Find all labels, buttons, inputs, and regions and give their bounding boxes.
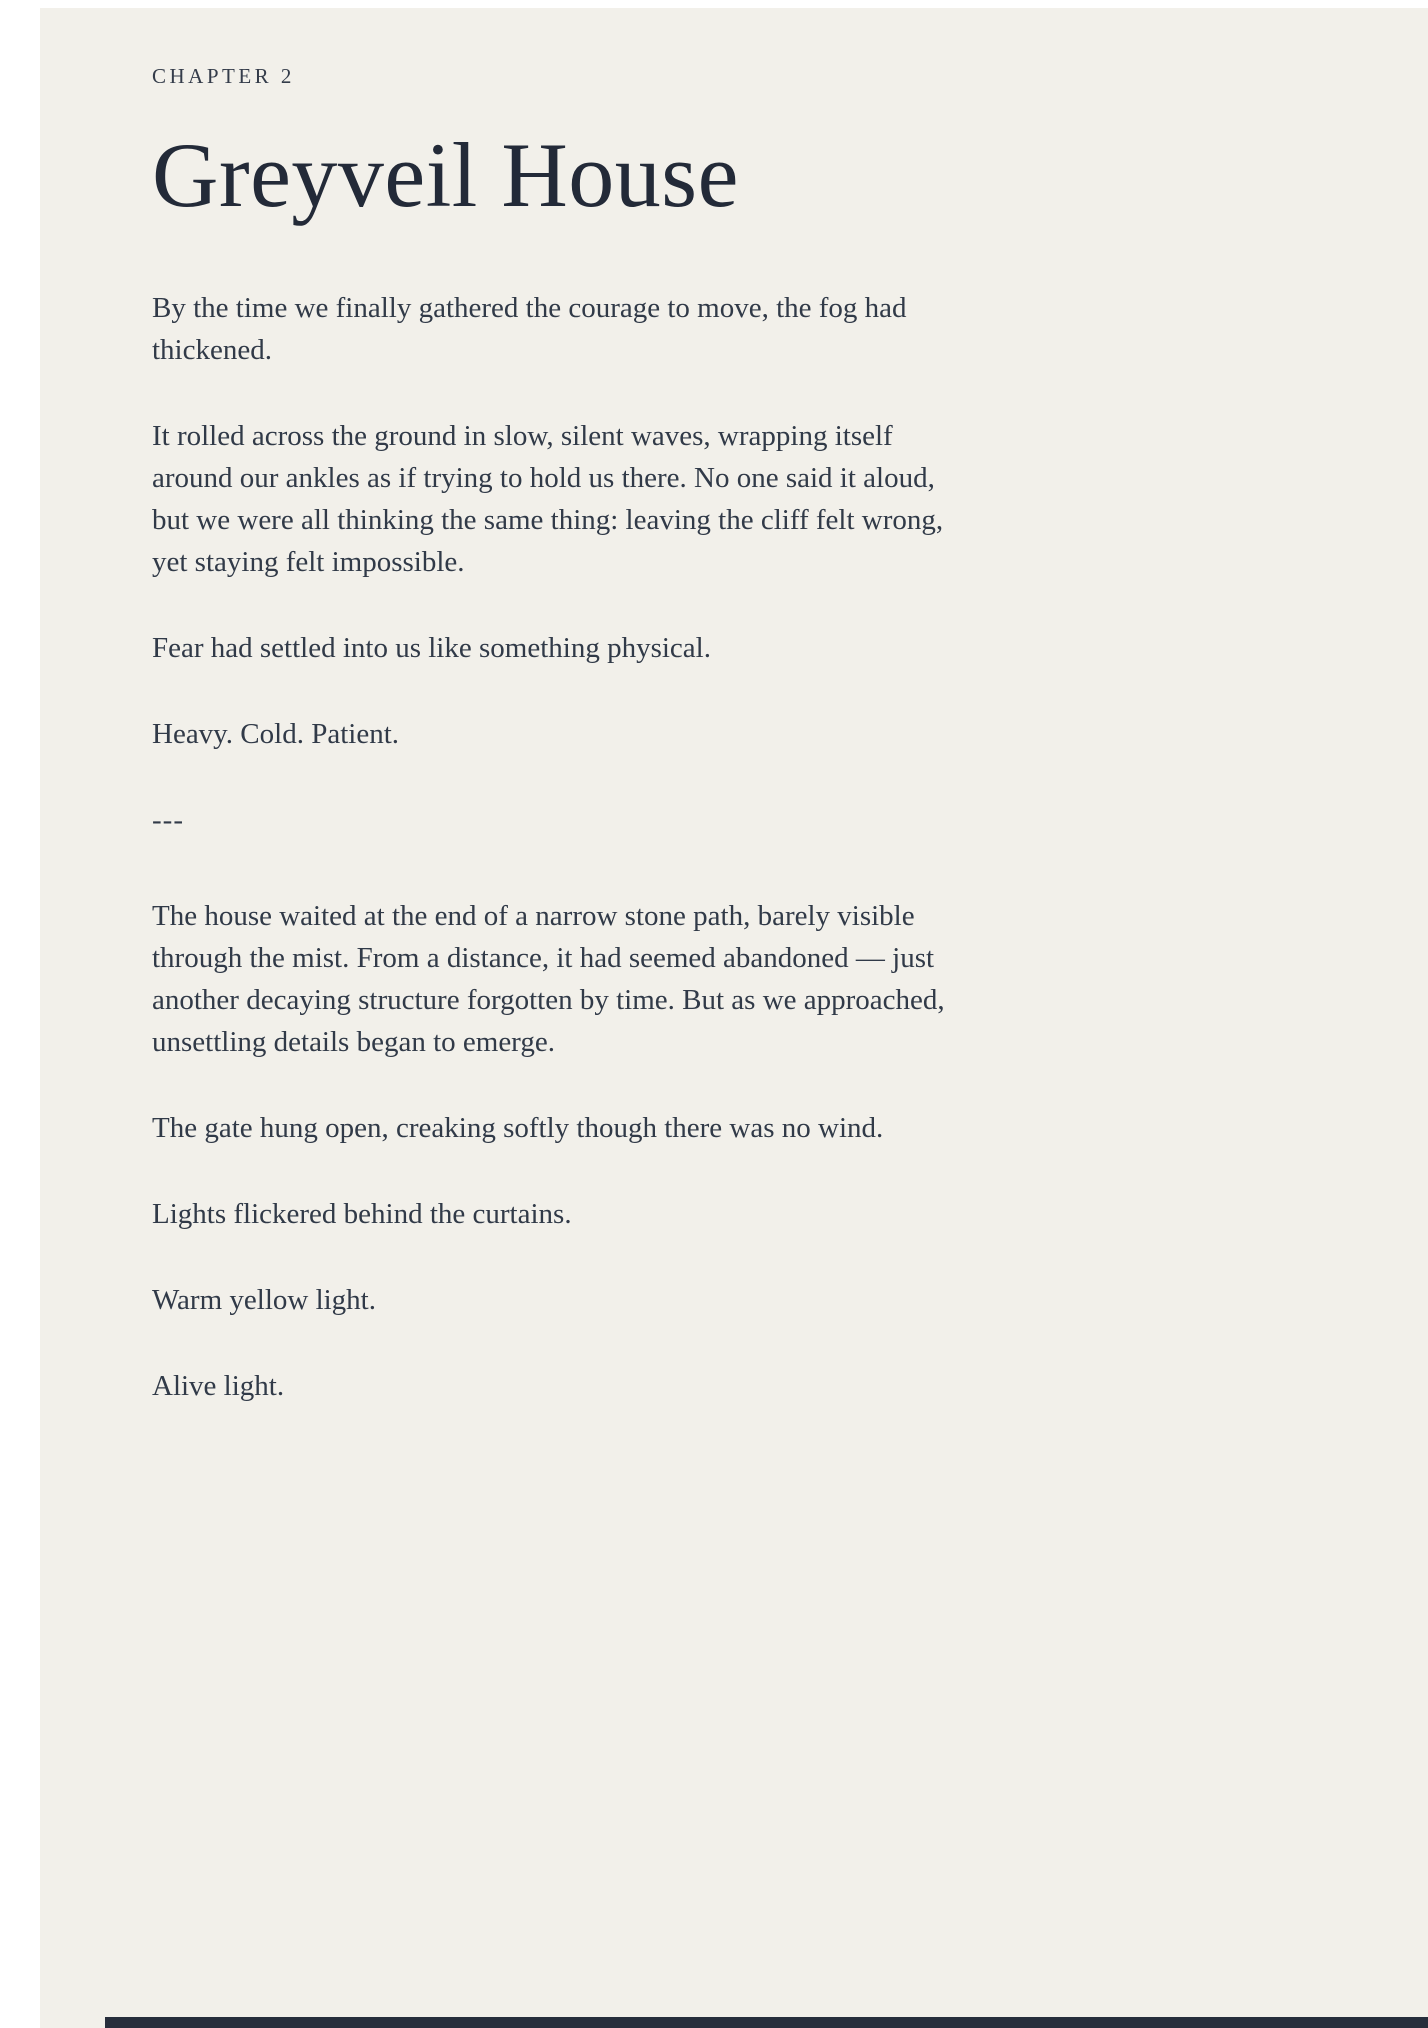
paragraph: Heavy. Cold. Patient. (152, 717, 399, 750)
paragraph: The gate hung open, creaking softly though there was no wind. (152, 1111, 884, 1144)
scene-break: --- (152, 803, 184, 836)
paragraph: It rolled across the ground in slow, silent waves, wrapping itself around our ankles as if trying to hold us there. No one said it aloud, but we were all thinking the same thing: leaving the cliff felt wrong, yet staying felt impossible. (152, 419, 944, 578)
paragraph: Alive light. (152, 1369, 285, 1402)
body-text (152, 287, 952, 1407)
paragraph: Fear had settled into us like something physical. (152, 631, 711, 664)
paragraph: The house waited at the end of a narrow stone path, barely visible through the mist. From a distance, it had seemed abandoned — just another decaying structure forgotten by time. But as we approached, unsettling details began to emerge. (152, 899, 945, 1058)
footer-divider-bar (105, 2017, 1428, 2028)
page-content (152, 64, 952, 1451)
page-title: Greyveil House (152, 124, 739, 226)
paragraph: Lights flickered behind the curtains. (152, 1197, 572, 1230)
chapter-label: CHAPTER 2 (152, 64, 295, 88)
paragraph: Warm yellow light. (152, 1283, 376, 1316)
book-page (40, 8, 1428, 2028)
paragraph: By the time we finally gathered the courage to move, the fog had thickened. (152, 291, 907, 366)
